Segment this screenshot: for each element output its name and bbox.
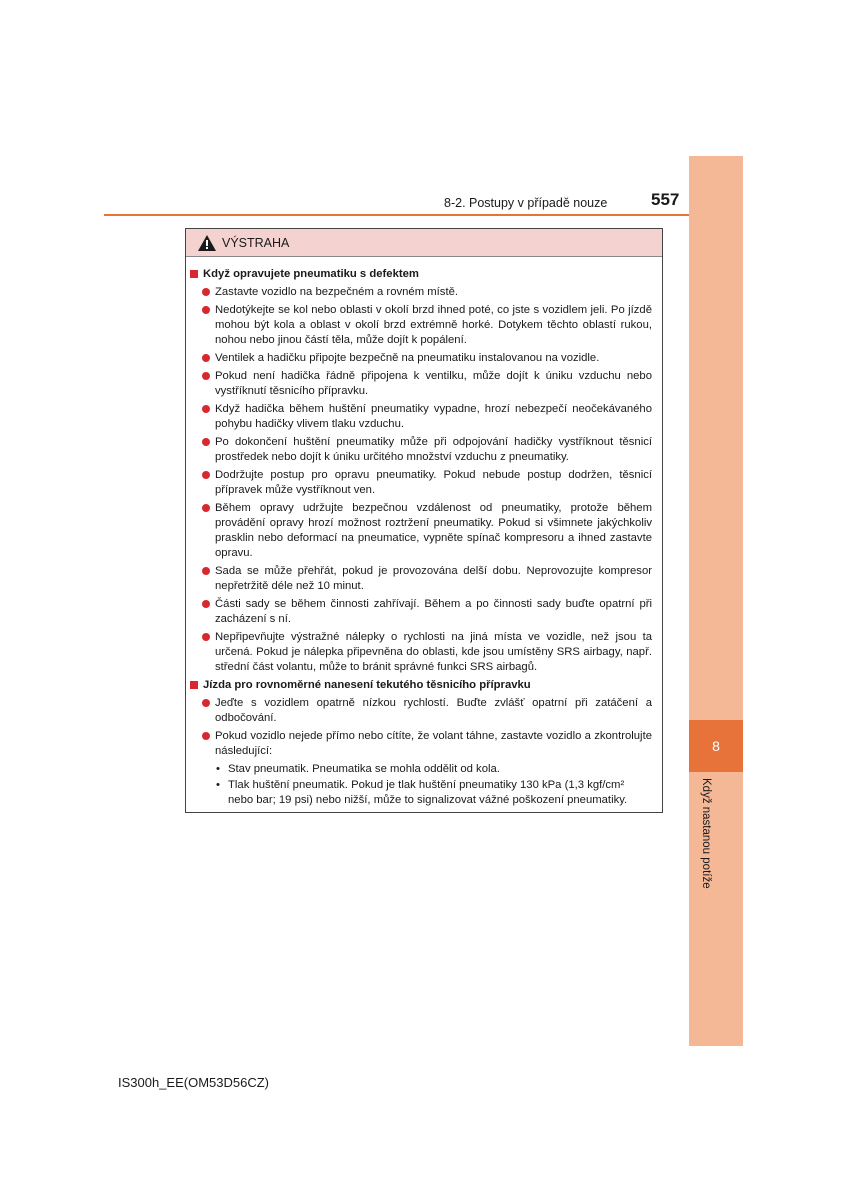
list-item: Když hadička během huštění pneumatiky vypadne, hrozí nebezpečí neočekávaného pohybu hadičky vlivem tlaku vzduchu. [202, 402, 652, 432]
list-item: Pokud není hadička řádně připojena k ventilku, může dojít k úniku vzduchu nebo vystříknutí těsnicího přípravku. [202, 369, 652, 399]
dot-bullet-icon [202, 471, 210, 479]
dot-bullet-icon [202, 567, 210, 575]
sub-list-item: • Tlak huštění pneumatik. Pokud je tlak huštění pneumatiky 130 kPa (1,3 kgf/cm² nebo bar; 19 psi) nebo nižší, může to signalizovat vážné poškození pneumatiky. [216, 779, 628, 806]
warning-header [186, 229, 662, 257]
document-code: IS300h_EE(OM53D56CZ) [118, 1075, 270, 1090]
dot-bullet-icon [202, 354, 210, 362]
chapter-number: 8 [689, 720, 743, 772]
list-item: Během opravy udržujte bezpečnou vzdálenost od pneumatiky, protože během provádění opravy hrozí možnost roztržení pneumatiky. Pokud si všimnete jakýchkoliv prasklin nebo deformací na pneumatice, vypněte spínač kompresoru a ihned zastavte opravu. [202, 501, 652, 561]
warning-body [186, 257, 662, 808]
dot-bullet-icon [202, 699, 210, 707]
dot-bullet-icon [202, 306, 210, 314]
list-item: Ventilek a hadičku připojte bezpečně na pneumatiku instalovanou na vozidle. [202, 351, 652, 366]
list-item: Po dokončení huštění pneumatiky může při odpojování hadičky vystříknout těsnicí prostředek nebo dojít k úniku určitého množství vzduchu z pneumatiky. [202, 435, 652, 465]
dot-bullet-icon [202, 405, 210, 413]
list-item: Nedotýkejte se kol nebo oblasti v okolí brzd ihned poté, co jste s vozidlem jeli. Po jízdě mohou být kola a oblast v okolí brzd extrémně horké. Dotykem těchto oblastí rukou, nohou nebo jinou částí těla, může dojít k popálení. [202, 303, 652, 348]
warning-title: VÝSTRAHA [222, 235, 290, 250]
section-heading: Když opravujete pneumatiku s defektem [190, 267, 652, 282]
dot-bullet-icon [202, 372, 210, 380]
list-item: Sada se může přehřát, pokud je provozována delší dobu. Neprovozujte kompresor nepřetržitě déle než 10 minut. [202, 564, 652, 594]
warning-box [185, 228, 663, 813]
square-bullet-icon [190, 681, 198, 689]
chapter-title: Když nastanou potíže [700, 778, 712, 889]
warning-triangle-icon [198, 235, 216, 251]
section-title: 8-2. Postupy v případě nouze [444, 196, 608, 210]
list-item: Jeďte s vozidlem opatrně nízkou rychlostí. Buďte zvlášť opatrní při zatáčení a odbočování. [202, 696, 652, 726]
list-item: Pokud vozidlo nejede přímo nebo cítíte, že volant táhne, zastavte vozidlo a zkontrolujte následující: [202, 729, 652, 759]
dot-bullet-icon [202, 732, 210, 740]
list-item: Dodržujte postup pro opravu pneumatiky. Pokud nebude postup dodržen, těsnicí přípravek může vystříknout ven. [202, 468, 652, 498]
list-item: Zastavte vozidlo na bezpečném a rovném místě. [202, 285, 652, 300]
page-number: 557 [651, 190, 680, 209]
dot-bullet-icon [202, 633, 210, 641]
header-divider [104, 214, 689, 216]
sub-list-item: • Stav pneumatik. Pneumatika se mohla oddělit od kola. [216, 763, 500, 775]
dot-bullet-icon [202, 438, 210, 446]
list-item: Části sady se během činnosti zahřívají. Během a po činnosti sady buďte opatrní při zacházení s ní. [202, 597, 652, 627]
dot-bullet-icon [202, 504, 210, 512]
square-bullet-icon [190, 270, 198, 278]
section-heading: Jízda pro rovnoměrné nanesení tekutého těsnicího přípravku [190, 678, 652, 693]
dot-bullet-icon [202, 288, 210, 296]
list-item: Nepřipevňujte výstražné nálepky o rychlosti na jiná místa ve vozidle, než jsou ta určená. Pokud je nálepka připevněna do oblasti, kde jsou umístěny SRS airbagy, např. střední část volantu, může to bránit správné funkci SRS airbagů. [202, 630, 652, 675]
side-tab [689, 156, 743, 1046]
dot-bullet-icon [202, 600, 210, 608]
